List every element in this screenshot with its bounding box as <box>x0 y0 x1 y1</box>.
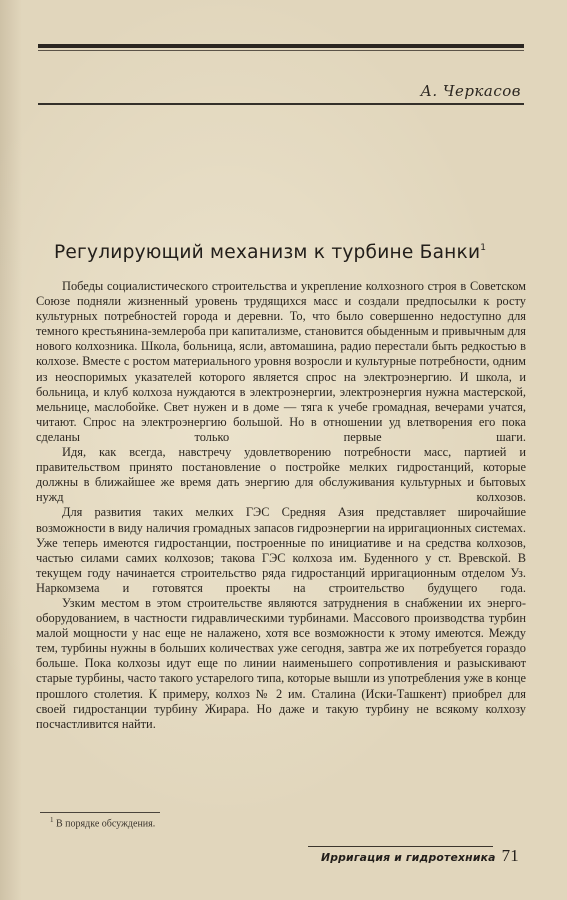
header-rule <box>38 44 524 48</box>
paragraph-3: Для развития таких мелких ГЭС Средняя Азия представляет широчайшие возможности в виду наличия громадных запасов гидроэнергии на ирригационных системах. Уже теперь имеются гидростанции, построенные по инициативе и на средства колхозов, частью силами самих колхозов; такова ГЭС колхоза им. Буденного у ст. Вревской. В текущем году начинается строительство ряда гидростанций ирригационным отделом Уз. Наркомзема и готовятся проекты на строительство будущего года. <box>36 505 526 595</box>
page-footer <box>321 846 519 866</box>
footnote-rule <box>40 812 160 813</box>
title-footnote-mark: 1 <box>480 243 487 253</box>
author-name: А. Черкасов <box>420 82 521 100</box>
footnote-text: В порядке обсуждения. <box>56 818 156 830</box>
journal-name: Ирригация и гидротехника <box>320 851 496 864</box>
author-rule <box>38 103 524 105</box>
paragraph-2: Идя, как всегда, навстречу удовлетворению потребности масс, партией и правительством принято постановление о постройке мелких гидростанций, которые должны в ближайшее же время дать энергию для обслуживания культурных и бытовых нужд колхозов. <box>36 445 526 505</box>
footnote <box>50 816 155 829</box>
header-rule-thin <box>38 50 524 51</box>
article-body <box>36 279 526 732</box>
article-title <box>54 242 524 263</box>
paragraph-4: Узким местом в этом строительстве являются затруднения в снабжении их энерго-оборудованием, в частности гидравлическими турбинами. Массового производства турбин малой мощности у нас еще не налажено, хотя все возможности к этому имеются. Между тем, турбины нужны в больших количествах уже сегодня, завтра же их потребуется гораздо больше. Пока колхозы идут еще по линии наименьшего сопротивления и разыскивают старые турбины, часто такого устарелого типа, которые вышли из употребления уже в конце прошлого столетия. К примеру, колхоз № 2 им. Сталина (Иски-Ташкент) приобрел для своей гидростанции турбину Жирара. Но даже и такую турбину не всякому колхозу посчастливится найти. <box>36 595 526 731</box>
footnote-mark: 1 <box>50 816 54 824</box>
article-title-text: Регулирующий механизм к турбине Банки <box>54 242 481 263</box>
paragraph-1: Победы социалистического строительства и укрепление колхозного строя в Советском Союзе подняли жизненный уровень трудящихся масс и создали предпосылки к росту культурных потребностей города и деревни. То, что было совершенно недоступно для темного крестьянина-землероба при капитализме, становится обыденным и привычным для нового колхозника. Школа, больница, ясли, автомашина, радио перестали быть редкостью в колхозе. Вместе с ростом материального уровня возросли и культурные потребности, одним из неоспоримых указателей которого является спрос на электроэнергию. И школа, и больница, и клуб колхоза нуждаются в электроэнергии, электроэнергия нужна мастерской, мельнице, маслобойке. Свет нужен и в доме — тяга к учебе громадная, вечерами учатся, читают. Спрос на электроэнергию большой. Но в отношении уд влетворения его пока сделаны только первые шаги. <box>36 279 526 444</box>
page-number: 71 <box>501 846 519 865</box>
